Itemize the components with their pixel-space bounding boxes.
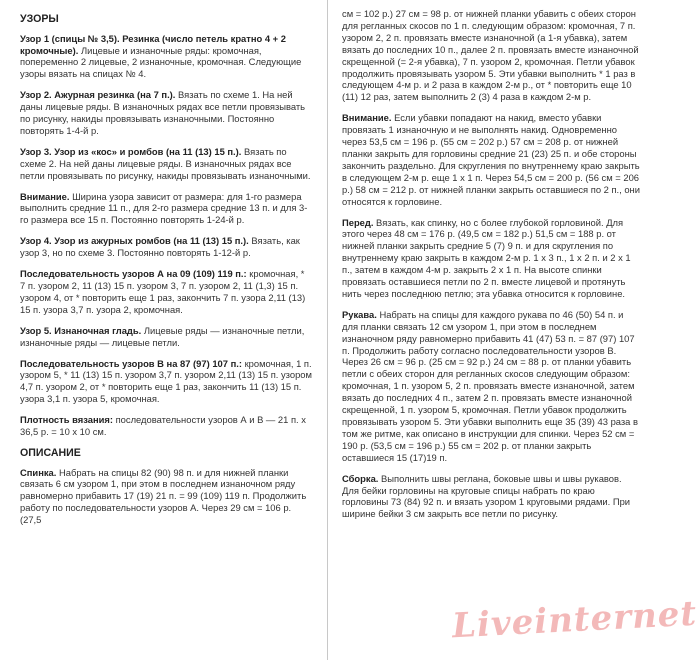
pattern-3-title: Узор 3. Узор из «кос» и ромбов (на 11 (13) 15 п.).: [20, 145, 242, 157]
sequence-b-paragraph: [20, 358, 312, 406]
gauge-text: последовательности узоров А и В — 21 п. x 36,5 р. = 10 x 10 см.: [20, 414, 306, 438]
patterns-heading: УЗОРЫ: [20, 13, 59, 25]
pattern-5-title: Узор 5. Изнаночная гладь.: [20, 324, 142, 336]
gauge-paragraph: [20, 414, 312, 438]
attention-paragraph: [20, 191, 312, 227]
pattern-5-paragraph: [20, 325, 312, 349]
attention-text: Ширина узора зависит от размера: для 1-го размера выполнить средние 11 п., для 2-го размера средние 13 п. и для 3-го размера все 15 п. Постоянно повторять 1-24-й р.: [20, 190, 308, 226]
pattern-4-text: Вязать, как узор 3, но по схеме 3. Постоянно повторять 1-12-й р.: [20, 235, 300, 259]
sequence-b-title: Последовательность узоров В на 87 (97) 107 п.:: [20, 357, 242, 369]
sleeves-paragraph: [342, 309, 640, 464]
watermark-logo: Liveinternet: [451, 593, 698, 647]
pattern-3-paragraph: [20, 146, 312, 182]
pattern-1-title: Узор 1 (спицы № 3,5). Резинка (число петель кратно 4 + 2 кромочные).: [20, 32, 286, 56]
pattern-4-title: Узор 4. Узор из ажурных ромбов (на 11 (13) 15 п.).: [20, 235, 249, 247]
gauge-title: Плотность вязания:: [20, 414, 113, 426]
assembly-title: Сборка.: [342, 472, 379, 484]
pattern-1-paragraph: [20, 33, 312, 81]
back-continued-text: см = 102 р.) 27 см = 98 р. от нижней планки убавить с обеих сторон для регланных скосов по 1 п. следующим образом: кромочная, 7 п. узором 2, 2 п. провязать вместе изнаночной (а 1-я убавка), затем вязать до последних 10 п., далее 2 п. провязать вместе изнаночной скрещенной (= 2-я убавка), 7 п. узором 2, кромочная. Петли убавок продолжить провязывать узором 5. Эти убавки выполнить * 1 раз в следующем 4-м р. и 2 раза в каждом 2-м р., от * повторить еще 10 (11) 12 раз, затем выполнить 2 (3) 4 раза в каждом 2-м р.: [342, 8, 639, 103]
pattern-4-paragraph: [20, 235, 312, 259]
sequence-a-title: Последовательность узоров А на 09 (109) 119 п.:: [20, 268, 247, 280]
left-column: [20, 8, 312, 535]
back-text: Набрать на спицы 82 (90) 98 п. и для нижней планки связать 6 см узором 1, при этом в последнем изнаночном ряду равномерно прибавить 17 (19) 21 п. = 99 (109) 119 п. Продолжить работу по последовательности узоров А. Через 29 см = 106 р. (27,5: [20, 466, 307, 526]
pattern-5-text: Лицевые ряды — изнаночные петли, изнаночные ряды — лицевые петли.: [20, 324, 305, 348]
sequence-b-text: кромочная, 1 п. узором 5, * 11 (13) 15 п. узором 3,7 п. узором 2,11 (13) 15 п. узором 4,7 п. узором 2, от * повторить еще 1 раз, закончить 11 (13) 15 п. узора 3,1 п. узора 5, кромочная.: [20, 357, 312, 405]
sleeves-text: Набрать на спицы для каждого рукава по 46 (50) 54 п. и для планки связать 12 см узором 1, при этом в последнем изнаночном ряду равномерно прибавить 41 (47) 53 п. = 87 (97) 107 п. Продолжить работу согласно последовательности узоров В. Через 26 см = 96 р. (25 см = 92 р.) 24 см = 88 р. от планки убавить петли с обеих сторон для регланных скосов следующим образом: кромочная, 1 п. узором 5, 2 п. провязать вместе изнаночной, затем вязать до последних 4 п., затем 2 п. провязать вместе изнаночной скрещенной, 1 п. узором 5, кромочная. Петли убавок продолжить провязывать узором 5. Эти убавки выполнить еще 35 (39) 43 раза в том же ритме, как описано в инструкции для спинки. Через 52 см = 190 р. (53,5 см = 196 р.) 55 см = 202 р. от планки закрыть оставшиеся 15 (17)19 п.: [342, 308, 638, 463]
description-heading: ОПИСАНИЕ: [20, 446, 81, 459]
assembly-paragraph: [342, 473, 640, 521]
column-divider: [327, 0, 328, 660]
sequence-a-paragraph: [20, 268, 312, 316]
pattern-3-text: Вязать по схеме 2. На ней даны лицевые ряды. В изнаночных рядах все петли провязывать по рисунку, накиды провязывать изнаночными.: [20, 145, 311, 181]
front-paragraph: [342, 217, 640, 300]
pattern-2-title: Узор 2. Ажурная резинка (на 7 п.).: [20, 89, 176, 101]
sequence-a-text: кромочная, * 7 п. узором 2, 11 (13) 15 п. узором 3, 7 п. узором 2, 11 (1,3) 15 п. узором 4, от * повторить еще 1 раз, закончить 7 п. узора 2,11 (13) 15 п. узора 3,7 п. узора 2, кромочная.: [20, 268, 306, 315]
attention-2-text: Если убавки попадают на накид, вместо убавки провязать 1 изнаночную и не выполнять накид. Одновременно через 53,5 см = 196 р. (55 см = 202 р.) 57 см = 208 р. от нижней планки закрыть для горловины средние 21 (23) 25 п. и обе стороны закончить раздельно. Для скругления по внутреннему краю закрыть в следующем 2-м р. еще 1 x 1 п. Через 54,5 см = 200 р. (56 см = 206 р.) 58 см = 212 р. от нижней планки закрыть оставшиеся по 2 п., они относятся к горловине.: [342, 112, 640, 207]
attention-2-paragraph: [342, 112, 640, 207]
back-continued-paragraph: [342, 8, 640, 103]
pattern-1-text: Лицевые и изнаночные ряды: кромочная, попеременно 2 лицевые, 2 изнаночные, кромочная. Следующие узоры вязать на спицах № 4.: [20, 44, 302, 80]
attention-2-title: Внимание.: [342, 112, 392, 124]
pattern-2-paragraph: [20, 89, 312, 137]
pattern-2-text: Вязать по схеме 1. На ней даны лицевые ряды. В изнаночных рядах все петли провязывать по рисунку, накиды провязывать изнаночными. Постоянно повторять 1-4-й р.: [20, 89, 306, 136]
back-paragraph: [20, 467, 312, 527]
front-text: Вязать, как спинку, но с более глубокой горловиной. Для этого через 48 см = 176 р. (49,5 см = 182 р.) 51,5 см = 188 р. от нижней планки закрыть средние 5 (7) 9 п. и для скругления по внутреннему краю закрыть в каждом 2-м р. 1 x 3 п., 1 x 2 п. и 2 x 1 п., затем в каждом 4-м р. закрыть 2 x 1 п. На высоте спинки провязать оставшиеся петли по 2 п. вместе лицевой и протянуть нить через последнюю петлю; эта убавка относится к горловине.: [342, 216, 631, 299]
back-title: Спинка.: [20, 466, 57, 478]
attention-title: Внимание.: [20, 190, 70, 202]
sleeves-title: Рукава.: [342, 308, 377, 320]
assembly-text: Выполнить швы реглана, боковые швы и швы рукавов. Для бейки горловины на круговые спицы набрать по краю горловины 73 (84) 92 п. и вязать узором 1 круговыми рядами. При ширине бейки 3 см закрыть все петли по рисунку.: [342, 472, 631, 520]
front-title: Перед.: [342, 216, 374, 228]
right-column: [342, 8, 640, 529]
